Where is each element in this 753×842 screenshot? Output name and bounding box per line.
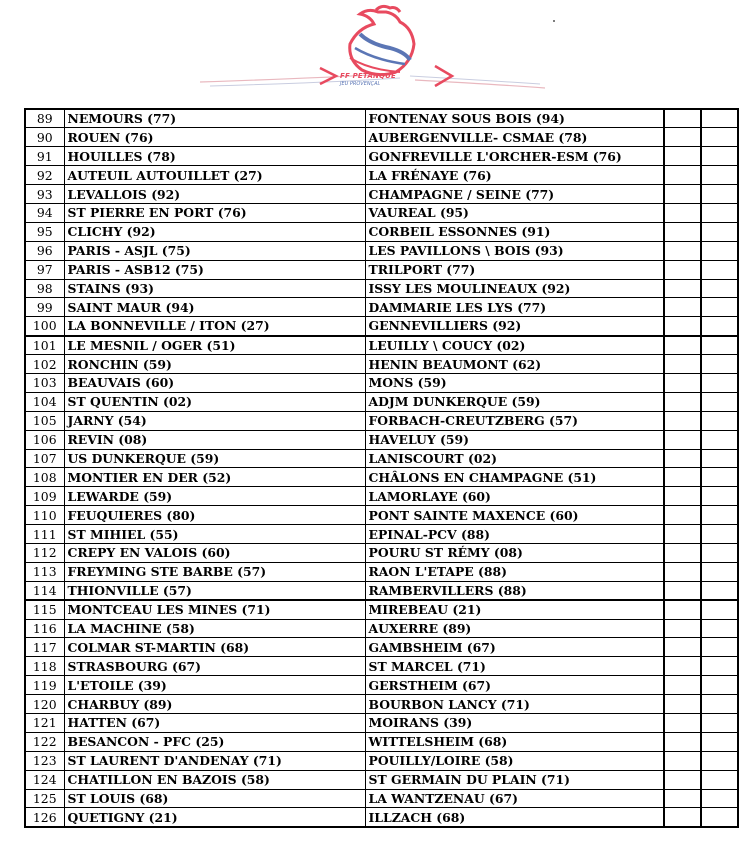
table-row — [25, 581, 738, 600]
score-b-cell — [701, 279, 738, 298]
team-a-cell: LA BONNEVILLE / ITON (27) — [64, 317, 365, 336]
pairings-table — [24, 108, 739, 828]
score-b-cell — [701, 109, 738, 128]
match-number-cell: 96 — [25, 241, 64, 260]
match-number-cell: 103 — [25, 373, 64, 392]
team-b-cell: CORBEIL ESSONNES (91) — [365, 222, 664, 241]
team-b-cell: LANISCOURT (02) — [365, 449, 664, 468]
team-b-cell: TRILPORT (77) — [365, 260, 664, 279]
table-row — [25, 657, 738, 676]
match-number-cell: 107 — [25, 449, 64, 468]
score-a-cell — [664, 657, 701, 676]
team-a-cell: CHARBUY (89) — [64, 695, 365, 714]
match-number-cell: 109 — [25, 487, 64, 506]
table-row — [25, 676, 738, 695]
score-b-cell — [701, 203, 738, 222]
score-a-cell — [664, 430, 701, 449]
score-b-cell — [701, 411, 738, 430]
team-a-cell: ROUEN (76) — [64, 128, 365, 147]
team-a-cell: HOUILLES (78) — [64, 147, 365, 166]
ffpjp-logo — [200, 4, 550, 96]
team-a-cell: RONCHIN (59) — [64, 355, 365, 374]
match-number-cell: 111 — [25, 525, 64, 544]
score-b-cell — [701, 166, 738, 185]
score-a-cell — [664, 676, 701, 695]
score-b-cell — [701, 392, 738, 411]
score-b-cell — [701, 789, 738, 808]
table-row — [25, 789, 738, 808]
team-b-cell: HAVELUY (59) — [365, 430, 664, 449]
table-row — [25, 241, 738, 260]
team-a-cell: ST LOUIS (68) — [64, 789, 365, 808]
score-b-cell — [701, 525, 738, 544]
match-number-cell: 122 — [25, 732, 64, 751]
team-a-cell: FEUQUIERES (80) — [64, 506, 365, 525]
table-row — [25, 543, 738, 562]
score-a-cell — [664, 600, 701, 619]
score-b-cell — [701, 808, 738, 827]
table-row — [25, 222, 738, 241]
score-a-cell — [664, 732, 701, 751]
team-b-cell: GERSTHEIM (67) — [365, 676, 664, 695]
score-a-cell — [664, 468, 701, 487]
table-row — [25, 808, 738, 827]
match-number-cell: 106 — [25, 430, 64, 449]
score-a-cell — [664, 392, 701, 411]
team-a-cell: PARIS - ASJL (75) — [64, 241, 365, 260]
table-row — [25, 336, 738, 355]
match-number-cell: 95 — [25, 222, 64, 241]
table-row — [25, 751, 738, 770]
match-number-cell: 119 — [25, 676, 64, 695]
team-b-cell: ST MARCEL (71) — [365, 657, 664, 676]
score-b-cell — [701, 373, 738, 392]
match-number-cell: 117 — [25, 638, 64, 657]
score-b-cell — [701, 355, 738, 374]
team-a-cell: LEWARDE (59) — [64, 487, 365, 506]
score-b-cell — [701, 241, 738, 260]
table-row — [25, 411, 738, 430]
score-a-cell — [664, 317, 701, 336]
score-a-cell — [664, 487, 701, 506]
score-a-cell — [664, 373, 701, 392]
team-a-cell: ST MIHIEL (55) — [64, 525, 365, 544]
table-row — [25, 317, 738, 336]
score-a-cell — [664, 525, 701, 544]
team-a-cell: CHATILLON EN BAZOIS (58) — [64, 770, 365, 789]
table-row — [25, 638, 738, 657]
match-number-cell: 120 — [25, 695, 64, 714]
table-row — [25, 695, 738, 714]
table-row — [25, 109, 738, 128]
team-b-cell: EPINAL-PCV (88) — [365, 525, 664, 544]
score-b-cell — [701, 487, 738, 506]
score-b-cell — [701, 506, 738, 525]
match-number-cell: 101 — [25, 336, 64, 355]
team-b-cell: CHÂLONS EN CHAMPAGNE (51) — [365, 468, 664, 487]
score-b-cell — [701, 260, 738, 279]
score-b-cell — [701, 336, 738, 355]
score-b-cell — [701, 638, 738, 657]
match-number-cell: 92 — [25, 166, 64, 185]
team-a-cell: LE MESNIL / OGER (51) — [64, 336, 365, 355]
match-number-cell: 102 — [25, 355, 64, 374]
score-a-cell — [664, 714, 701, 733]
team-b-cell: GENNEVILLIERS (92) — [365, 317, 664, 336]
team-b-cell: WITTELSHEIM (68) — [365, 732, 664, 751]
score-a-cell — [664, 808, 701, 827]
team-a-cell: MONTIER EN DER (52) — [64, 468, 365, 487]
score-b-cell — [701, 128, 738, 147]
match-number-cell: 110 — [25, 506, 64, 525]
score-b-cell — [701, 543, 738, 562]
score-a-cell — [664, 506, 701, 525]
team-b-cell: GONFREVILLE L'ORCHER-ESM (76) — [365, 147, 664, 166]
score-b-cell — [701, 600, 738, 619]
table-row — [25, 770, 738, 789]
table-row — [25, 487, 738, 506]
match-number-cell: 105 — [25, 411, 64, 430]
score-a-cell — [664, 638, 701, 657]
team-a-cell: US DUNKERQUE (59) — [64, 449, 365, 468]
table-row — [25, 279, 738, 298]
score-a-cell — [664, 543, 701, 562]
score-a-cell — [664, 751, 701, 770]
score-a-cell — [664, 260, 701, 279]
table-row — [25, 298, 738, 317]
team-b-cell: RAON L'ETAPE (88) — [365, 562, 664, 581]
match-number-cell: 125 — [25, 789, 64, 808]
table-row — [25, 600, 738, 619]
team-b-cell: LA FRÉNAYE (76) — [365, 166, 664, 185]
team-a-cell: LEVALLOIS (92) — [64, 185, 365, 204]
score-b-cell — [701, 657, 738, 676]
match-number-cell: 123 — [25, 751, 64, 770]
table-row — [25, 468, 738, 487]
match-number-cell: 113 — [25, 562, 64, 581]
team-a-cell: QUETIGNY (21) — [64, 808, 365, 827]
score-a-cell — [664, 449, 701, 468]
score-a-cell — [664, 109, 701, 128]
table-row — [25, 619, 738, 638]
team-a-cell: HATTEN (67) — [64, 714, 365, 733]
table-row — [25, 355, 738, 374]
match-number-cell: 126 — [25, 808, 64, 827]
score-a-cell — [664, 147, 701, 166]
score-b-cell — [701, 695, 738, 714]
team-a-cell: ST LAURENT D'ANDENAY (71) — [64, 751, 365, 770]
score-b-cell — [701, 751, 738, 770]
score-b-cell — [701, 185, 738, 204]
table-row — [25, 185, 738, 204]
table-row — [25, 562, 738, 581]
score-b-cell — [701, 732, 738, 751]
match-number-cell: 104 — [25, 392, 64, 411]
score-b-cell — [701, 770, 738, 789]
match-number-cell: 98 — [25, 279, 64, 298]
team-a-cell: PARIS - ASB12 (75) — [64, 260, 365, 279]
match-number-cell: 114 — [25, 581, 64, 600]
score-b-cell — [701, 147, 738, 166]
score-b-cell — [701, 298, 738, 317]
score-a-cell — [664, 695, 701, 714]
team-b-cell: ST GERMAIN DU PLAIN (71) — [365, 770, 664, 789]
match-number-cell: 108 — [25, 468, 64, 487]
score-a-cell — [664, 166, 701, 185]
match-number-cell: 112 — [25, 543, 64, 562]
team-b-cell: FONTENAY SOUS BOIS (94) — [365, 109, 664, 128]
table-row — [25, 203, 738, 222]
score-b-cell — [701, 449, 738, 468]
team-a-cell: COLMAR ST-MARTIN (68) — [64, 638, 365, 657]
table-row — [25, 732, 738, 751]
score-b-cell — [701, 676, 738, 695]
team-b-cell: HENIN BEAUMONT (62) — [365, 355, 664, 374]
team-b-cell: RAMBERVILLERS (88) — [365, 581, 664, 600]
team-b-cell: BOURBON LANCY (71) — [365, 695, 664, 714]
team-b-cell: LAMORLAYE (60) — [365, 487, 664, 506]
team-a-cell: AUTEUIL AUTOUILLET (27) — [64, 166, 365, 185]
team-b-cell: DAMMARIE LES LYS (77) — [365, 298, 664, 317]
score-a-cell — [664, 241, 701, 260]
score-a-cell — [664, 619, 701, 638]
team-b-cell: MOIRANS (39) — [365, 714, 664, 733]
score-b-cell — [701, 581, 738, 600]
team-b-cell: FORBACH-CREUTZBERG (57) — [365, 411, 664, 430]
match-number-cell: 116 — [25, 619, 64, 638]
team-b-cell: LEUILLY \ COUCY (02) — [365, 336, 664, 355]
score-b-cell — [701, 562, 738, 581]
table-row — [25, 506, 738, 525]
score-b-cell — [701, 619, 738, 638]
team-b-cell: AUBERGENVILLE- CSMAE (78) — [365, 128, 664, 147]
team-a-cell: STAINS (93) — [64, 279, 365, 298]
team-b-cell: MIREBEAU (21) — [365, 600, 664, 619]
score-b-cell — [701, 468, 738, 487]
logo-line-1: FF PETANQUE — [340, 72, 397, 80]
team-a-cell: CLICHY (92) — [64, 222, 365, 241]
stray-dot — [553, 20, 555, 22]
team-b-cell: ILLZACH (68) — [365, 808, 664, 827]
team-b-cell: LES PAVILLONS \ BOIS (93) — [365, 241, 664, 260]
score-a-cell — [664, 128, 701, 147]
score-a-cell — [664, 770, 701, 789]
match-number-cell: 99 — [25, 298, 64, 317]
team-a-cell: LA MACHINE (58) — [64, 619, 365, 638]
team-b-cell: POUILLY/LOIRE (58) — [365, 751, 664, 770]
match-number-cell: 90 — [25, 128, 64, 147]
score-a-cell — [664, 336, 701, 355]
team-a-cell: NEMOURS (77) — [64, 109, 365, 128]
score-a-cell — [664, 355, 701, 374]
match-number-cell: 97 — [25, 260, 64, 279]
table-row — [25, 430, 738, 449]
table-row — [25, 714, 738, 733]
table-row — [25, 449, 738, 468]
match-number-cell: 94 — [25, 203, 64, 222]
team-a-cell: JARNY (54) — [64, 411, 365, 430]
score-a-cell — [664, 279, 701, 298]
team-a-cell: ST QUENTIN (02) — [64, 392, 365, 411]
team-a-cell: STRASBOURG (67) — [64, 657, 365, 676]
team-b-cell: GAMBSHEIM (67) — [365, 638, 664, 657]
score-b-cell — [701, 714, 738, 733]
score-a-cell — [664, 185, 701, 204]
score-b-cell — [701, 222, 738, 241]
team-a-cell: FREYMING STE BARBE (57) — [64, 562, 365, 581]
team-a-cell: L'ETOILE (39) — [64, 676, 365, 695]
match-number-cell: 100 — [25, 317, 64, 336]
team-a-cell: SAINT MAUR (94) — [64, 298, 365, 317]
score-a-cell — [664, 411, 701, 430]
team-b-cell: ISSY LES MOULINEAUX (92) — [365, 279, 664, 298]
logo-line-2: JEU PROVENÇAL — [340, 81, 381, 87]
pairings-body — [25, 109, 738, 827]
match-number-cell: 91 — [25, 147, 64, 166]
team-b-cell: ADJM DUNKERQUE (59) — [365, 392, 664, 411]
table-row — [25, 147, 738, 166]
score-a-cell — [664, 222, 701, 241]
team-a-cell: THIONVILLE (57) — [64, 581, 365, 600]
team-b-cell: AUXERRE (89) — [365, 619, 664, 638]
match-number-cell: 89 — [25, 109, 64, 128]
table-row — [25, 128, 738, 147]
table-row — [25, 373, 738, 392]
match-number-cell: 118 — [25, 657, 64, 676]
score-b-cell — [701, 430, 738, 449]
score-a-cell — [664, 562, 701, 581]
team-a-cell: REVIN (08) — [64, 430, 365, 449]
team-a-cell: MONTCEAU LES MINES (71) — [64, 600, 365, 619]
team-b-cell: MONS (59) — [365, 373, 664, 392]
score-a-cell — [664, 789, 701, 808]
table-row — [25, 525, 738, 544]
team-b-cell: PONT SAINTE MAXENCE (60) — [365, 506, 664, 525]
match-number-cell: 121 — [25, 714, 64, 733]
match-number-cell: 93 — [25, 185, 64, 204]
team-b-cell: VAUREAL (95) — [365, 203, 664, 222]
match-number-cell: 115 — [25, 600, 64, 619]
team-a-cell: ST PIERRE EN PORT (76) — [64, 203, 365, 222]
team-b-cell: LA WANTZENAU (67) — [365, 789, 664, 808]
team-a-cell: CREPY EN VALOIS (60) — [64, 543, 365, 562]
team-b-cell: POURU ST RÉMY (08) — [365, 543, 664, 562]
team-a-cell: BEAUVAIS (60) — [64, 373, 365, 392]
score-a-cell — [664, 581, 701, 600]
score-b-cell — [701, 317, 738, 336]
match-number-cell: 124 — [25, 770, 64, 789]
table-row — [25, 260, 738, 279]
table-row — [25, 392, 738, 411]
team-b-cell: CHAMPAGNE / SEINE (77) — [365, 185, 664, 204]
team-a-cell: BESANCON - PFC (25) — [64, 732, 365, 751]
score-a-cell — [664, 298, 701, 317]
table-row — [25, 166, 738, 185]
score-a-cell — [664, 203, 701, 222]
